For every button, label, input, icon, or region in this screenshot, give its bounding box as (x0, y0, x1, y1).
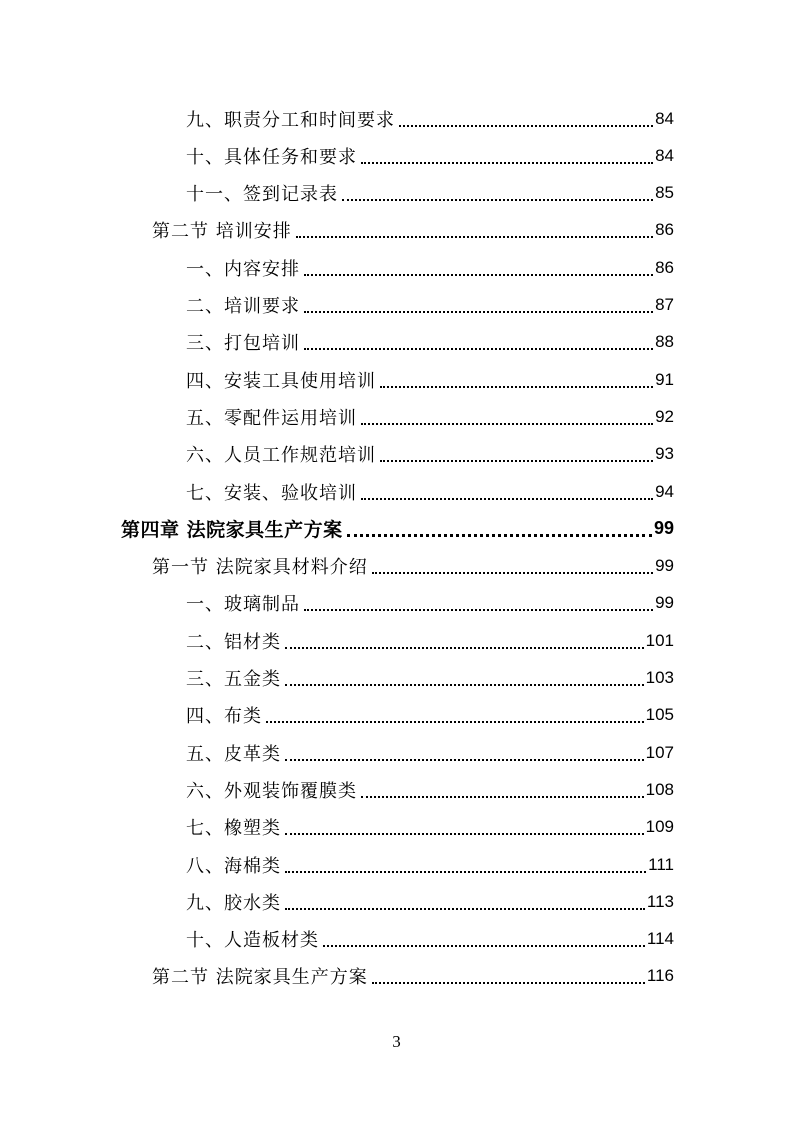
toc-entry-page: 88 (655, 332, 674, 352)
toc-entry[interactable] (152, 212, 674, 249)
toc-entry[interactable] (186, 175, 674, 212)
dot-leader (361, 423, 653, 425)
toc-entry[interactable] (152, 548, 674, 585)
toc-entry-title: 第四章 法院家具生产方案 (121, 519, 343, 542)
toc-entry-title: 四、布类 (186, 706, 262, 728)
toc-entry-page: 94 (655, 481, 674, 501)
toc-entry[interactable] (186, 846, 674, 883)
toc-entry-page: 113 (646, 891, 674, 911)
dot-leader (285, 684, 644, 686)
toc-entry[interactable] (186, 398, 674, 435)
toc-entry-page: 111 (648, 854, 674, 874)
toc-entry[interactable] (186, 734, 674, 771)
dot-leader (296, 236, 653, 238)
toc-entry-page: 92 (655, 406, 674, 426)
toc-entry-title: 七、橡塑类 (186, 818, 281, 840)
toc-entry[interactable] (186, 137, 674, 174)
toc-entry-title: 三、打包培训 (186, 333, 300, 355)
toc-entry-page: 105 (645, 705, 674, 725)
toc-entry[interactable] (186, 697, 674, 734)
dot-leader (323, 945, 645, 947)
toc-entry[interactable] (186, 324, 674, 361)
toc-entry-title: 十、具体任务和要求 (186, 146, 357, 168)
dot-leader (304, 311, 653, 313)
toc-entry-page: 103 (645, 668, 674, 687)
toc-entry-title: 第一节 法院家具材料介绍 (152, 557, 368, 579)
dot-leader (285, 871, 646, 873)
dot-leader (372, 572, 653, 574)
toc-entry-page: 86 (655, 220, 674, 240)
toc-entry[interactable] (186, 249, 674, 286)
toc-entry[interactable] (121, 510, 674, 547)
dot-leader (380, 460, 653, 462)
toc-entry-title: 第二节 法院家具生产方案 (152, 967, 368, 989)
toc-entry[interactable] (186, 287, 674, 324)
toc-entry-page: 93 (655, 444, 674, 464)
toc-entry[interactable] (186, 883, 674, 920)
toc-entry-title: 九、职责分工和时间要求 (186, 109, 395, 131)
dot-leader (285, 759, 644, 761)
toc-entry-page: 84 (655, 145, 674, 165)
toc-entry-title: 五、零配件运用培训 (186, 407, 357, 429)
toc-entry[interactable] (186, 473, 674, 510)
dot-leader (285, 647, 644, 649)
dot-leader (347, 534, 652, 537)
toc-entry[interactable] (186, 585, 674, 622)
dot-leader (304, 348, 653, 350)
toc-entry-title: 九、胶水类 (186, 892, 281, 914)
toc-entry[interactable] (186, 771, 674, 808)
dot-leader (361, 162, 653, 164)
toc-entry-page: 99 (653, 518, 674, 539)
toc-entry[interactable] (186, 361, 674, 398)
dot-leader (361, 796, 644, 798)
toc-entry-page: 109 (645, 817, 674, 837)
toc-entry-title: 一、玻璃制品 (186, 594, 300, 616)
toc-entry-page: 85 (655, 183, 674, 203)
toc-entry[interactable] (186, 100, 674, 137)
toc-entry-page: 107 (645, 742, 674, 762)
toc-entry[interactable] (186, 921, 674, 958)
dot-leader (285, 908, 645, 910)
dot-leader (304, 609, 653, 611)
dot-leader (361, 498, 653, 500)
toc-entry-page: 99 (655, 556, 674, 576)
toc-entry-page: 116 (646, 966, 674, 986)
toc-entry-title: 二、铝材类 (186, 631, 281, 653)
dot-leader (266, 721, 644, 723)
toc-entry-title: 五、皮革类 (186, 743, 281, 765)
toc-entry-title: 六、人员工作规范培训 (186, 445, 376, 467)
dot-leader (372, 982, 645, 984)
toc-entry[interactable] (186, 809, 674, 846)
toc-entry-title: 二、培训要求 (186, 296, 300, 317)
toc-entry[interactable] (186, 660, 674, 697)
toc-entry-title: 一、内容安排 (186, 258, 300, 280)
dot-leader (304, 274, 653, 276)
toc-entry-title: 七、安装、验收培训 (186, 482, 357, 504)
toc-entry-page: 86 (655, 257, 674, 277)
dot-leader (285, 833, 644, 835)
toc-entry-title: 四、安装工具使用培训 (186, 370, 376, 392)
page-number: 3 (392, 1032, 401, 1051)
toc-entry-title: 八、海棉类 (186, 855, 281, 877)
toc-entry-title: 三、五金类 (186, 669, 281, 690)
toc-entry[interactable] (186, 622, 674, 659)
toc-entry-page: 101 (645, 630, 674, 650)
toc-entry-title: 六、外观装饰覆膜类 (186, 780, 357, 802)
toc-entry[interactable] (152, 958, 674, 995)
toc-entry-title: 十、人造板材类 (186, 930, 319, 952)
toc-entry-title: 第二节 培训安排 (152, 221, 292, 243)
toc-entry-page: 99 (655, 593, 674, 613)
toc-entry-page: 91 (655, 369, 674, 389)
dot-leader (399, 125, 653, 127)
toc-entry-page: 108 (645, 779, 674, 799)
toc-entry-page: 84 (655, 108, 674, 128)
toc-entry[interactable] (186, 436, 674, 473)
dot-leader (380, 386, 653, 388)
toc-entry-page: 114 (646, 929, 674, 949)
toc-entry-page: 87 (655, 295, 674, 314)
dot-leader (342, 199, 653, 201)
toc-entry-title: 十一、签到记录表 (186, 184, 338, 206)
